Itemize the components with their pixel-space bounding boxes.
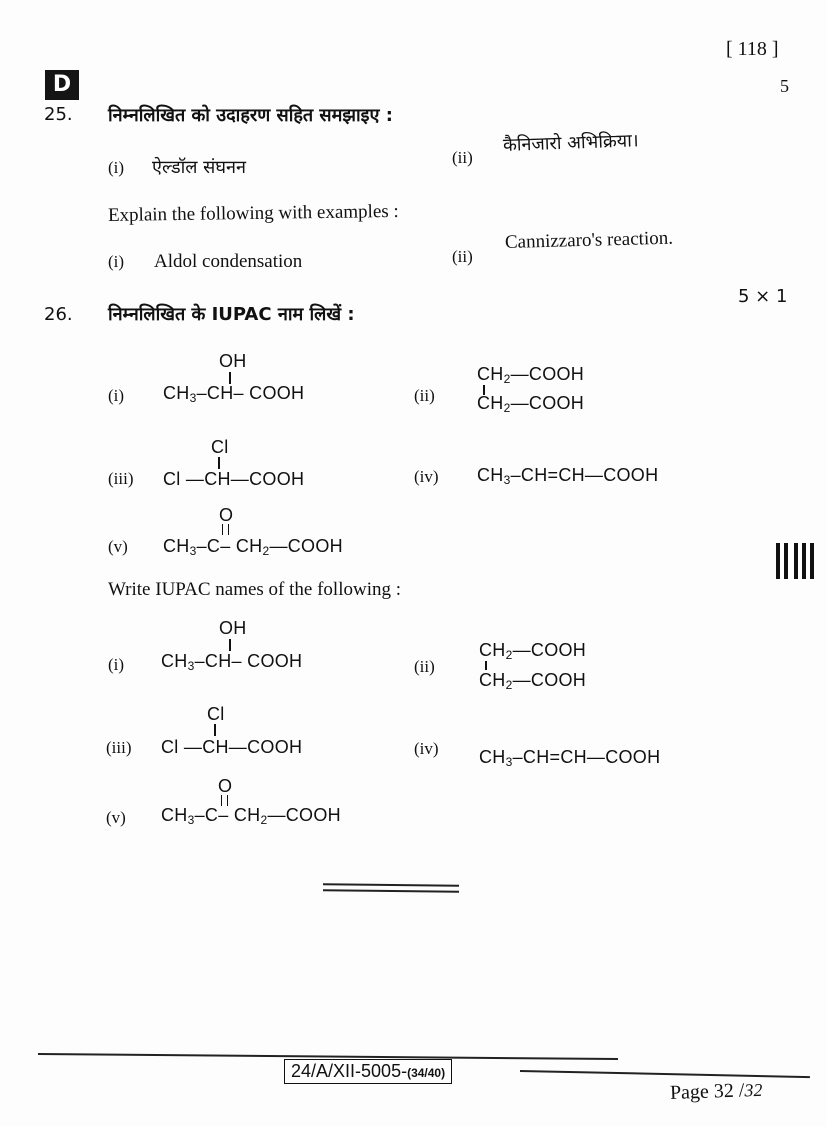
q26a-iv-formula: $CH_3-CH=CH—COOH$ — [477, 465, 659, 487]
q26b-iv-formula: $CH_3-CH=CH—COOH$ — [479, 747, 661, 769]
question-number-26: 26. — [44, 304, 73, 325]
q25-hindi-item-ii: कैनिजारो अभिक्रिया। — [502, 130, 640, 156]
q25-english-item-i-num: (i) — [108, 252, 125, 271]
q25-english-item-ii: Cannizzaro's reaction. — [504, 227, 674, 253]
q26b-v-o: O — [218, 776, 233, 796]
q25-english-prompt: Explain the following with examples : — [107, 200, 399, 226]
q26a-label-v: (v) — [108, 537, 128, 556]
q26b-ii-bond — [485, 661, 487, 670]
q26-english-prompt: Write IUPAC names of the following : — [108, 579, 401, 600]
q26a-v-formula: $CH_3-C-$ $CH_2—COOH$ — [163, 536, 343, 558]
q26a-iii-formula: Cl —CH—COOH — [163, 469, 305, 489]
q26b-iii-cl: Cl — [207, 704, 225, 724]
q25-hindi-prompt: निम्नलिखित को उदाहरण सहित समझाइए : — [108, 105, 393, 126]
q26b-label-iii: (iii) — [106, 738, 132, 757]
q26a-v-o: O — [219, 505, 234, 525]
q26b-iii-bond — [214, 724, 216, 736]
footer-rule-right — [520, 1070, 810, 1078]
q25-hindi-item-i: ऐल्डॉल संघनन — [152, 157, 246, 178]
q26-marks: 5 × 1 — [738, 286, 788, 307]
page-number-text: Page 32 / — [669, 1079, 745, 1104]
q26a-label-ii: (ii) — [414, 386, 435, 405]
q26a-v-double-bond — [222, 524, 229, 535]
q26a-ii-bottom: $CH_2—COOH$ — [477, 393, 585, 415]
q25-english-item-i: Aldol condensation — [154, 251, 303, 272]
q26a-i-oh: OH — [219, 351, 247, 371]
page-number — [670, 1079, 763, 1105]
q26b-i-bond — [229, 639, 231, 651]
q25-hindi-item-ii-num: (ii) — [452, 148, 473, 167]
q26a-ii-top: $CH_2—COOH$ — [477, 364, 585, 386]
q26b-label-v: (v) — [106, 808, 126, 827]
q26-hindi-prompt: निम्नलिखित के IUPAC नाम लिखें : — [108, 304, 355, 325]
end-of-paper-rule-2 — [323, 889, 459, 892]
q25-english-item-ii-num: (ii) — [452, 247, 473, 266]
q26a-label-i: (i) — [108, 386, 125, 405]
q26a-iii-cl: Cl — [211, 437, 229, 457]
q26a-i-formula: $CH_3-CH-$ COOH — [163, 383, 305, 405]
q26a-label-iii: (iii) — [108, 469, 134, 488]
page-total: 32 — [744, 1079, 763, 1101]
q26b-i-oh: OH — [219, 618, 247, 638]
q26b-iii-formula: Cl —CH—COOH — [161, 737, 303, 757]
q26b-label-i: (i) — [108, 655, 125, 674]
q26b-i-formula: $CH_3-CH-$ COOH — [161, 651, 303, 673]
section-label: D — [45, 70, 79, 100]
q25-hindi-item-i-num: (i) — [108, 158, 125, 177]
qr-code-image — [776, 543, 814, 579]
q26a-iii-bond — [218, 457, 220, 469]
paper-code-small: (34/40) — [407, 1066, 446, 1080]
q26b-label-iv: (iv) — [414, 739, 439, 758]
q26b-ii-bottom: $CH_2—COOH$ — [479, 670, 587, 692]
q26b-v-formula: $CH_3-C-$ $CH_2—COOH$ — [161, 805, 341, 827]
q26b-label-ii: (ii) — [414, 657, 435, 676]
question-number-25: 25. — [44, 104, 73, 125]
q26a-label-iv: (iv) — [414, 467, 439, 486]
paper-code-box — [284, 1059, 452, 1084]
paper-code: 24/A/XII-5005- — [291, 1061, 408, 1081]
q26b-ii-top: $CH_2—COOH$ — [479, 640, 587, 662]
margin-marks: 5 — [780, 76, 789, 96]
page-reference: [ 118 ] — [726, 38, 779, 60]
end-of-paper-rule — [323, 883, 459, 886]
